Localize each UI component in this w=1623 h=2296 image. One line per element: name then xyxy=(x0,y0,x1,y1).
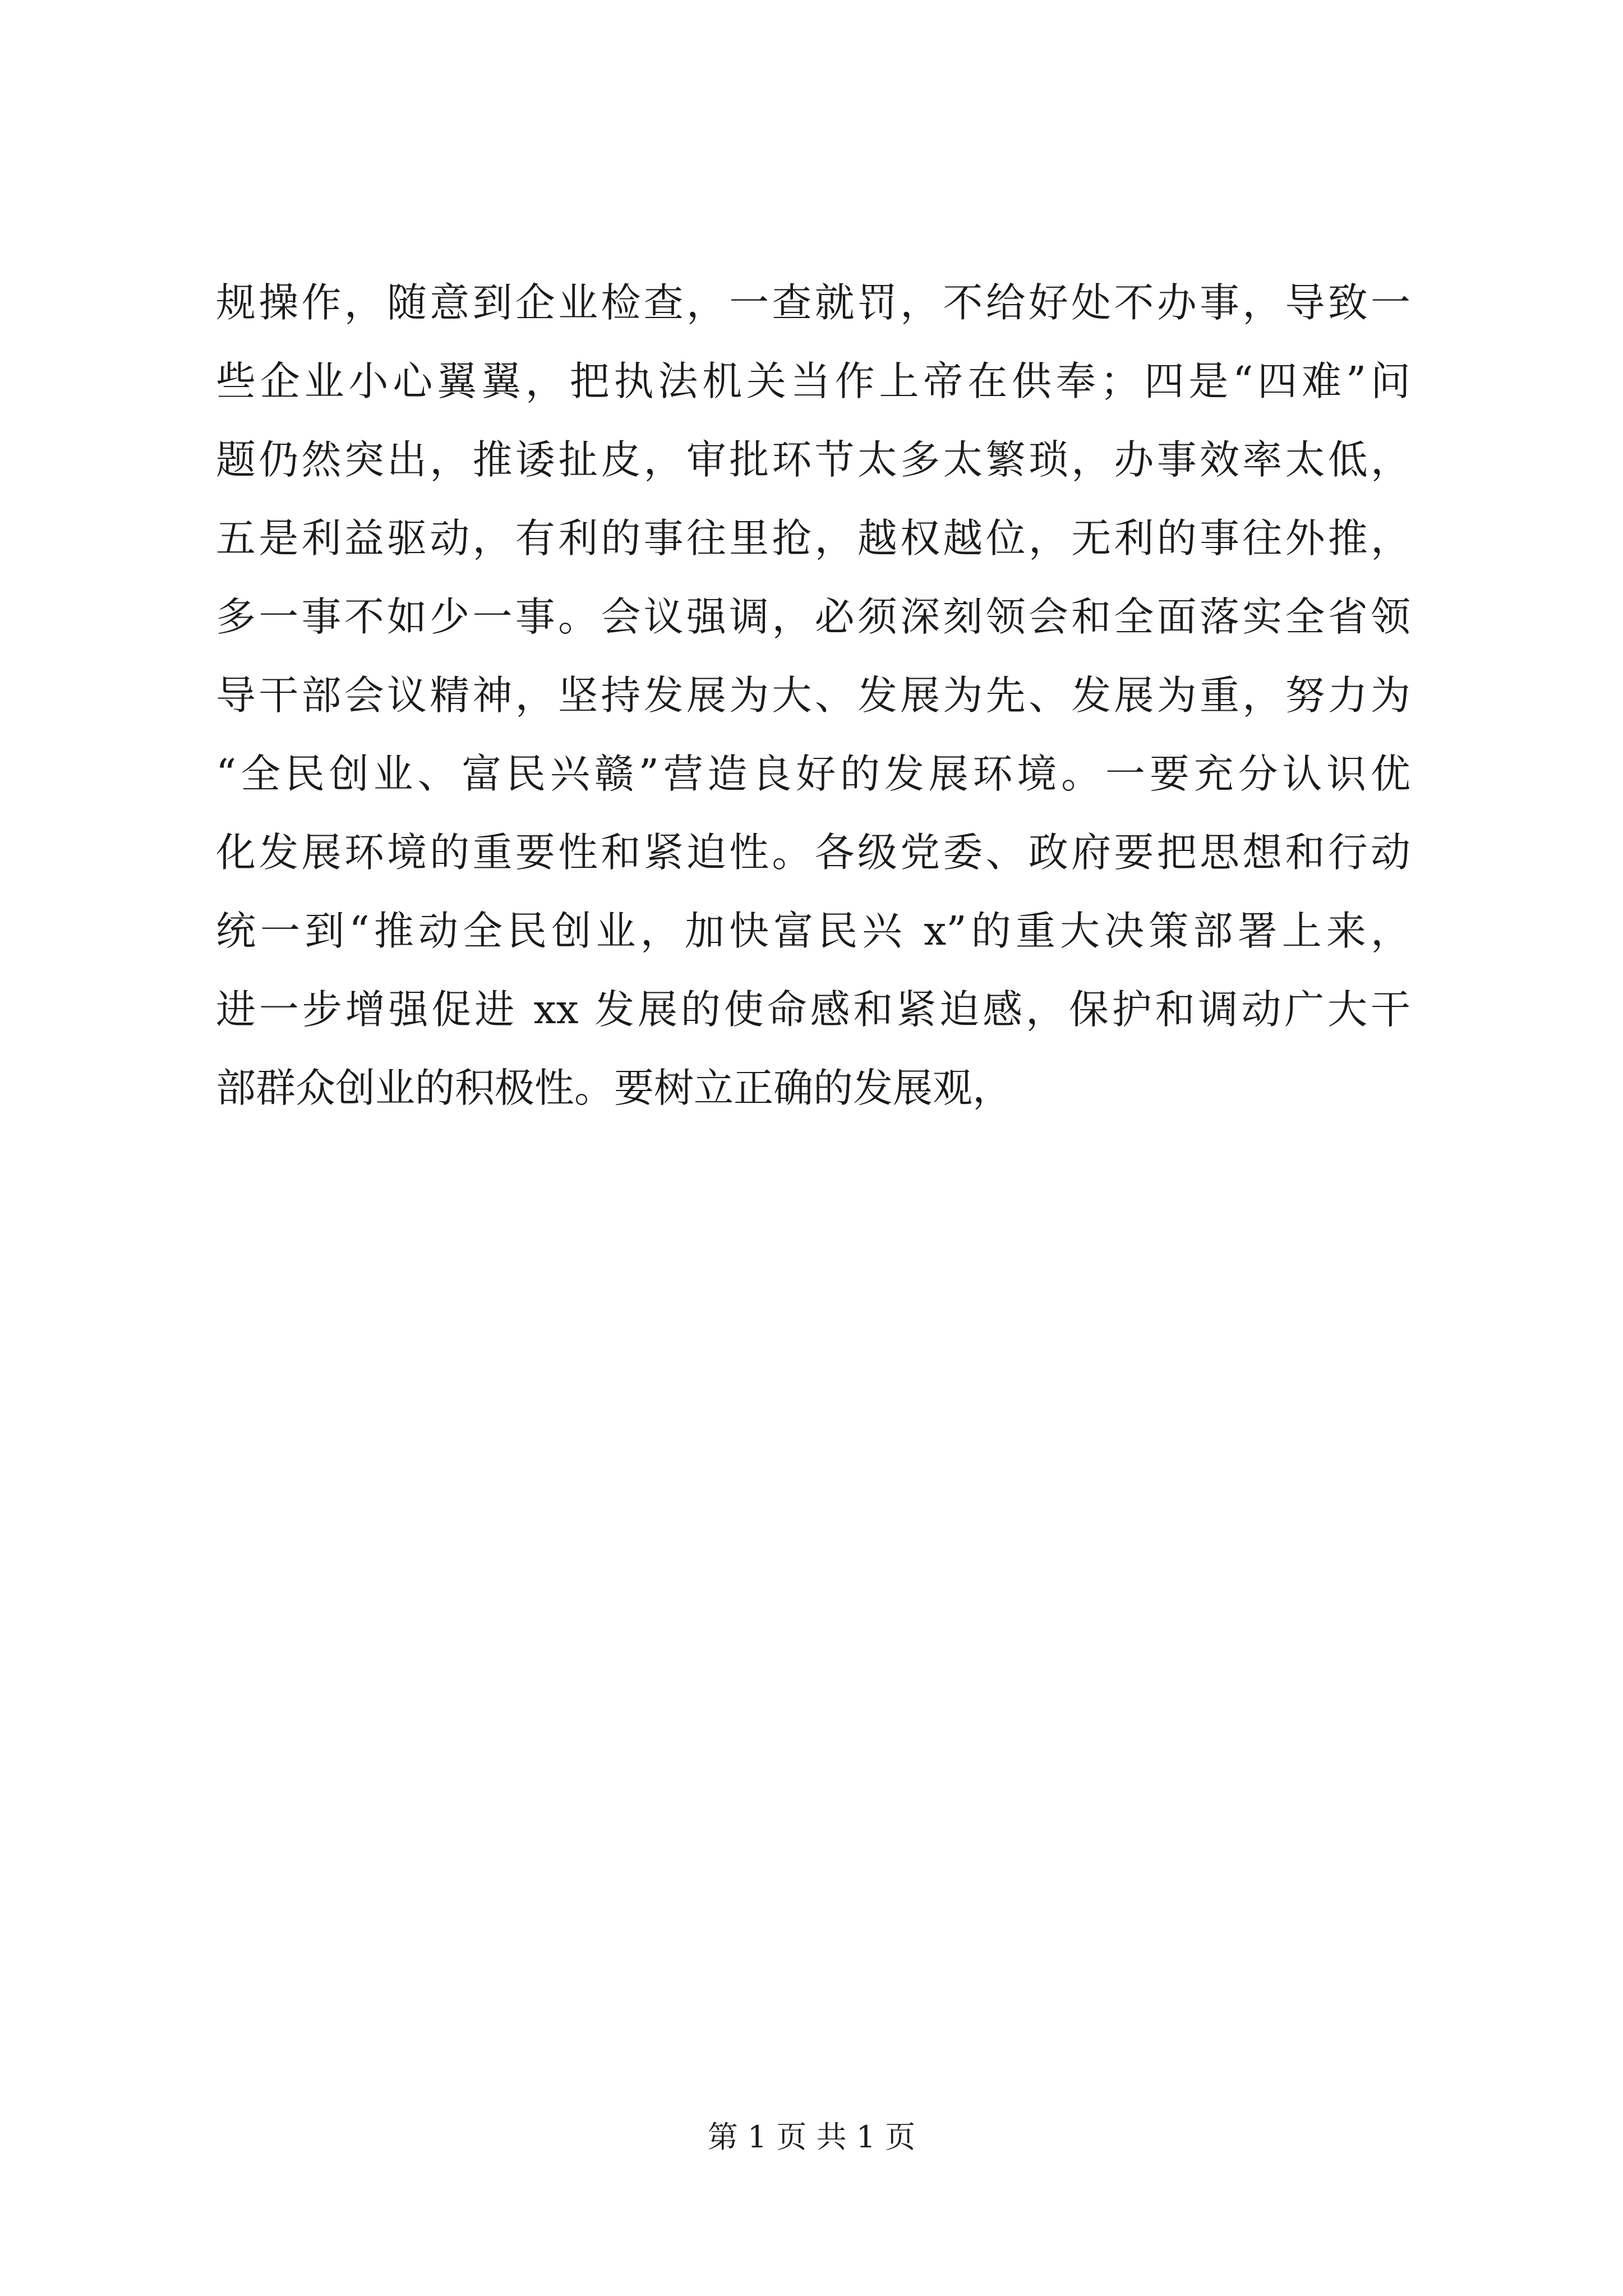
text-line: 多一事不如少一事。会议强调，必须深刻领会和全面落实全省领 xyxy=(216,593,1410,640)
document-body xyxy=(216,264,1410,1128)
text-line: “全民创业、富民兴赣”营造良好的发展环境。一要充分认识优 xyxy=(216,751,1410,797)
text-line: 些企业小心翼翼，把执法机关当作上帝在供奉；四是“四难”问 xyxy=(216,358,1410,404)
text-line: 导干部会议精神，坚持发展为大、发展为先、发展为重，努力为 xyxy=(216,672,1410,719)
text-line: 统一到“推动全民创业，加快富民兴 x”的重大决策部署上来， xyxy=(216,908,1410,954)
text-line: 进一步增强促进 xx 发展的使命感和紧迫感，保护和调动广大干 xyxy=(216,986,1410,1033)
text-line: 规操作，随意到企业检查，一查就罚，不给好处不办事，导致一 xyxy=(216,279,1410,326)
page-footer xyxy=(0,2118,1623,2157)
text-line: 部群众创业的积极性。要树立正确的发展观， xyxy=(216,1065,1013,1111)
page-number-label: 第 1 页 共 1 页 xyxy=(707,2119,916,2155)
text-line: 题仍然突出，推诿扯皮，审批环节太多太繁琐，办事效率太低， xyxy=(216,436,1410,483)
text-line: 化发展环境的重要性和紧迫性。各级党委、政府要把思想和行动 xyxy=(216,829,1410,876)
text-line: 五是利益驱动，有利的事往里抢，越权越位，无利的事往外推， xyxy=(216,515,1410,562)
